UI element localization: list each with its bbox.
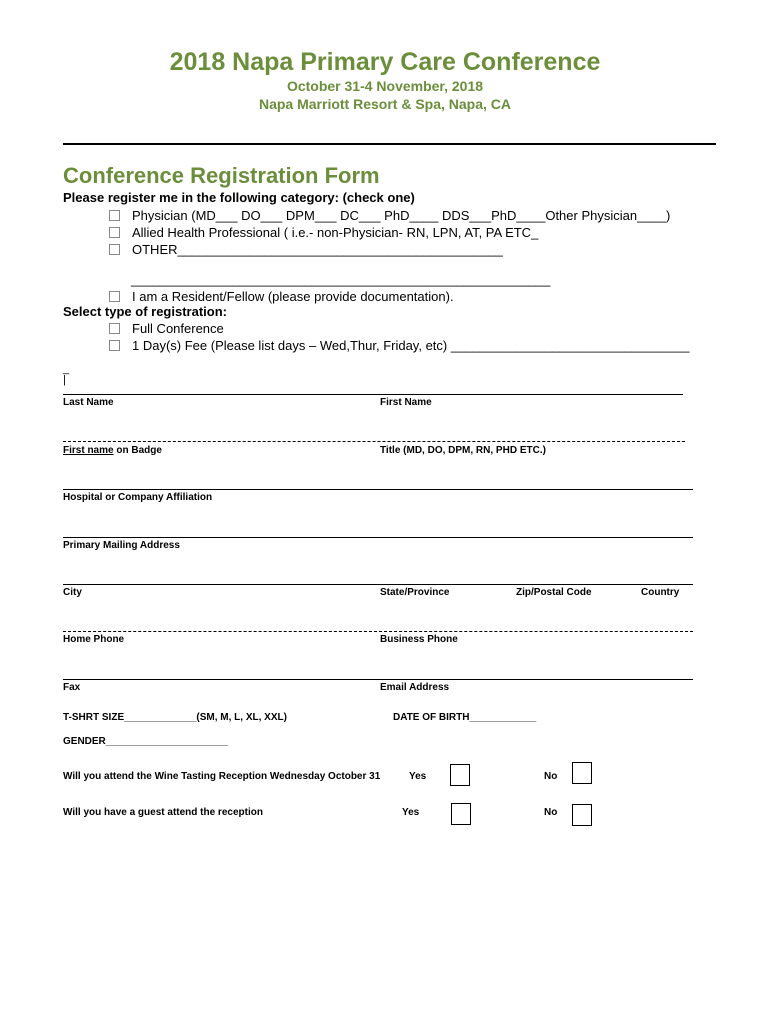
guest-yes-label: Yes: [402, 807, 420, 818]
checkbox-icon[interactable]: [109, 244, 120, 255]
checkbox-icon[interactable]: [109, 323, 120, 334]
other-specify-line[interactable]: __________________________________________________________: [131, 272, 551, 287]
phone-line[interactable]: [63, 631, 693, 632]
checkbox-icon[interactable]: [109, 210, 120, 221]
guest-no-checkbox[interactable]: [572, 804, 592, 826]
fax-line[interactable]: [63, 679, 693, 680]
option-physician[interactable]: [109, 208, 670, 223]
guest-yes-checkbox[interactable]: [451, 803, 471, 825]
zip-label: Zip/Postal Code: [516, 587, 592, 598]
option-other[interactable]: [109, 242, 503, 257]
option-other-label: OTHER_____________________________________________: [132, 242, 503, 257]
badge-name-label-rest: on Badge: [113, 445, 162, 456]
wine-no-checkbox[interactable]: [572, 762, 592, 784]
mailing-line[interactable]: [63, 537, 693, 538]
checkbox-icon[interactable]: [109, 227, 120, 238]
header-divider: [63, 143, 716, 145]
badge-name-label-underlined: First name: [63, 445, 114, 456]
guest-no-label: No: [544, 807, 558, 818]
option-allied-health-label: Allied Health Professional ( i.e.- non-Physician- RN, LPN, AT, PA ETC_: [132, 225, 539, 240]
option-full-conference[interactable]: [109, 321, 224, 336]
city-line[interactable]: [63, 584, 693, 585]
checkbox-icon[interactable]: [109, 291, 120, 302]
option-allied-health[interactable]: [109, 225, 538, 240]
badge-name-label: [63, 445, 162, 456]
state-label: State/Province: [380, 587, 450, 598]
wine-yes-label: Yes: [409, 771, 427, 782]
option-resident[interactable]: [109, 289, 454, 304]
option-one-day-label: 1 Day(s) Fee (Please list days – Wed,Thur, Friday, etc) _________________________________: [132, 338, 690, 353]
badge-line[interactable]: [63, 441, 685, 442]
country-label: Country: [641, 587, 680, 598]
option-full-conference-label: Full Conference: [132, 321, 224, 336]
checkbox-icon[interactable]: [109, 340, 120, 351]
email-label: Email Address: [380, 682, 450, 693]
option-one-day[interactable]: [109, 338, 689, 353]
mailing-label: Primary Mailing Address: [63, 540, 180, 551]
stray-mark: _ |: [63, 363, 70, 386]
guest-question: Will you have a guest attend the reception: [63, 807, 263, 818]
city-label: City: [63, 587, 82, 598]
last-name-label: Last Name: [63, 397, 114, 408]
registration-type-prompt: Select type of registration:: [63, 304, 227, 319]
name-line[interactable]: [63, 394, 683, 395]
wine-yes-checkbox[interactable]: [450, 764, 470, 786]
tshirt-size-field[interactable]: T-SHRT SIZE_____________(SM, M, L, XL, XXL): [63, 712, 287, 723]
wine-question: Will you attend the Wine Tasting Reception Wednesday October 31: [63, 771, 381, 782]
gender-field[interactable]: GENDER______________________: [63, 736, 229, 747]
wine-no-label: No: [544, 771, 558, 782]
form-title: Conference Registration Form: [63, 163, 380, 188]
affiliation-label: Hospital or Company Affiliation: [63, 492, 213, 503]
first-name-label: First Name: [380, 397, 432, 408]
title-label: Title (MD, DO, DPM, RN, PHD ETC.): [380, 445, 546, 456]
date-of-birth-field[interactable]: DATE OF BIRTH____________: [393, 712, 537, 723]
home-phone-label: Home Phone: [63, 634, 125, 645]
conference-venue: Napa Marriott Resort & Spa, Napa, CA: [258, 96, 512, 112]
fax-label: Fax: [63, 682, 81, 693]
option-physician-label: Physician (MD___ DO___ DPM___ DC___ PhD____ DDS___PhD____Other Physician____): [132, 208, 671, 223]
conference-title: 2018 Napa Primary Care Conference: [169, 48, 601, 76]
category-prompt: Please register me in the following category: (check one): [63, 190, 415, 205]
affiliation-line[interactable]: [63, 489, 693, 490]
business-phone-label: Business Phone: [380, 634, 458, 645]
conference-dates: October 31-4 November, 2018: [286, 78, 484, 94]
option-resident-label: I am a Resident/Fellow (please provide documentation).: [132, 289, 454, 304]
